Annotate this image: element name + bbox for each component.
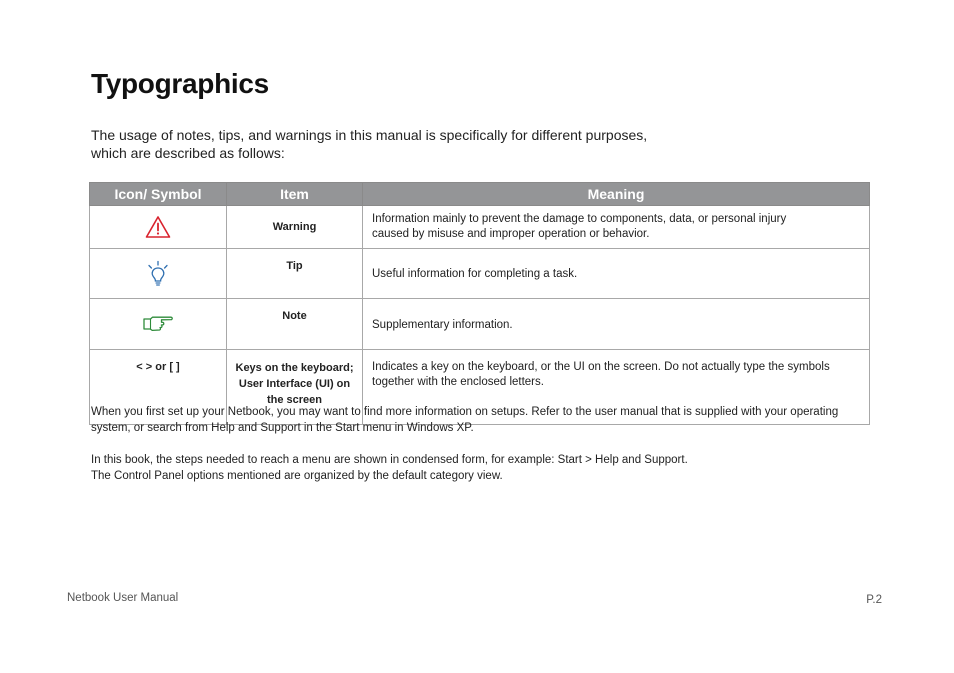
item-tip: Tip [227,249,363,299]
footer-page-number: P.2 [866,594,882,606]
header-meaning: Meaning [363,183,870,206]
pointing-hand-icon [142,315,174,333]
table-header-row [90,183,870,206]
meaning-note: Supplementary information. [363,299,870,350]
item-warning: Warning [227,206,363,249]
table-row-warning [90,206,870,249]
item-keys-line-2: User Interface (UI) on [238,378,351,390]
paragraph-1-line-2: system, or search from Help and Support in the Start menu in Windows XP. [91,422,474,434]
intro-line-1: The usage of notes, tips, and warnings in this manual is specifically for different purposes, [91,127,648,143]
page-title: Typographics [91,68,269,99]
paragraph-1-line-1: When you first set up your Netbook, you may want to find more information on setups. Refer to the user manual that is supplied with your operating [91,406,839,418]
meaning-tip: Useful information for completing a task. [363,249,870,299]
typographics-table [89,182,870,425]
paragraph-2-line-2: The Control Panel options mentioned are organized by the default category view. [91,470,503,482]
intro-paragraph [91,126,791,162]
footer-manual-name: Netbook User Manual [67,592,179,604]
warning-icon-cell [90,206,227,249]
meaning-warning-line-1: Information mainly to prevent the damage to components, data, or personal injury [372,213,787,225]
lightbulb-icon [144,260,172,288]
note-icon-cell [90,299,227,350]
header-icon-symbol: Icon/ Symbol [90,183,227,206]
meaning-warning-line-2: caused by misuse and improper operation or behavior. [372,228,650,240]
item-note: Note [227,299,363,350]
meaning-keys-line-2: together with the enclosed letters. [372,376,544,388]
item-keys-line-1: Keys on the keyboard; [235,362,354,374]
warning-triangle-icon [145,215,171,239]
table-row-tip [90,249,870,299]
intro-line-2: which are described as follows: [91,145,285,161]
symbol-brackets: < > or [ ] [90,350,227,425]
body-text [91,404,891,484]
header-item: Item [227,183,363,206]
tip-icon-cell [90,249,227,299]
paragraph-2-line-1: In this book, the steps needed to reach a menu are shown in condensed form, for example: Start > Help and Support. [91,454,688,466]
table-row-note [90,299,870,350]
meaning-warning [363,206,870,249]
meaning-keys-line-1: Indicates a key on the keyboard, or the UI on the screen. Do not actually type the symbols [372,361,830,373]
item-keys-line-3: the screen [266,394,323,406]
